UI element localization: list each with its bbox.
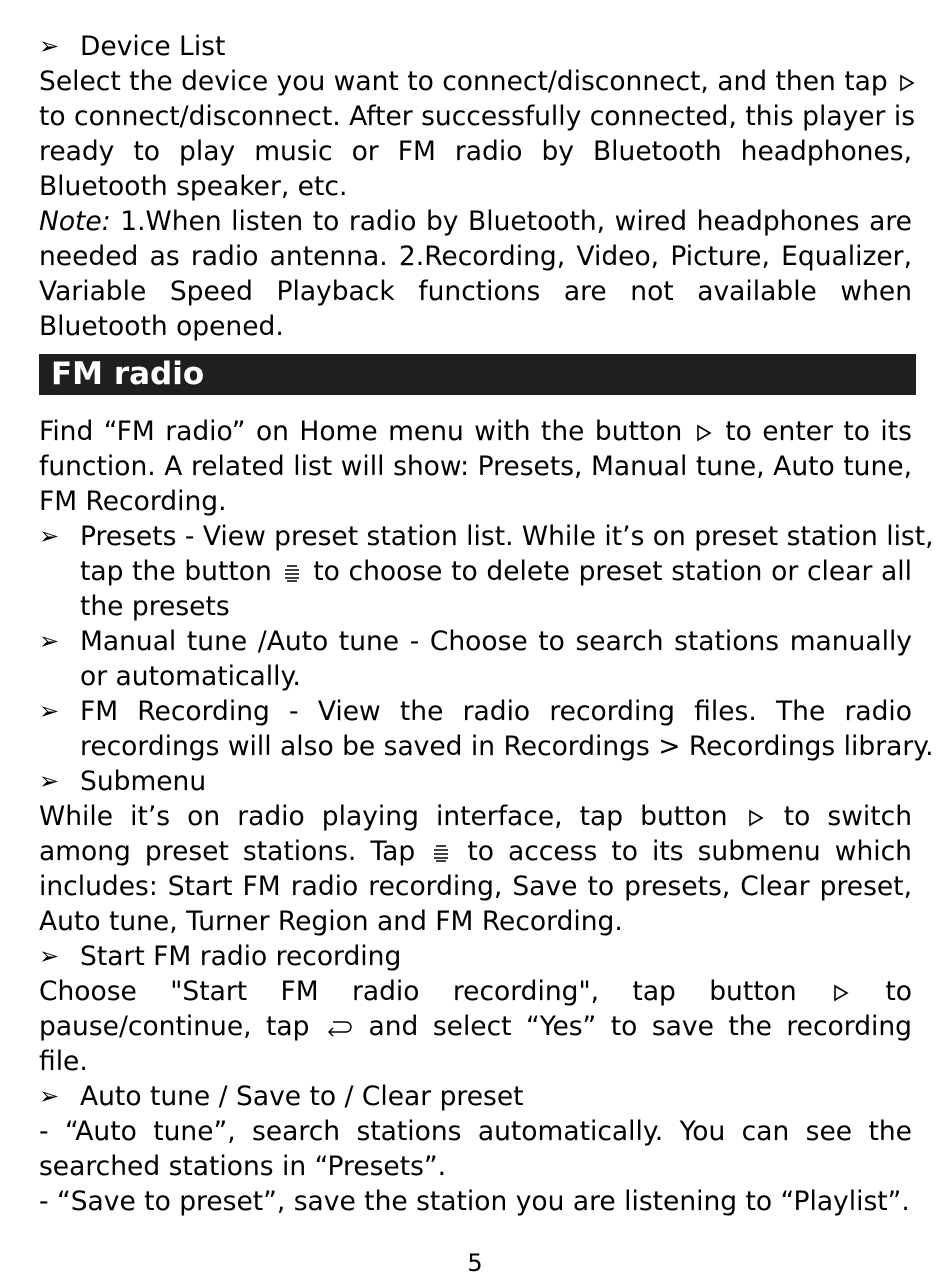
device-list-line-3: ready to play music or FM radio by Bluetooth headphones,: [39, 136, 912, 167]
device-list-line-1: Select the device you want to connect/disconnect, and then tap: [39, 64, 912, 99]
arrow-bullet-icon: ➢: [39, 522, 60, 550]
manual-tune-label: Manual tune /Auto tune -: [80, 626, 420, 657]
intro-line-2: function. A related list will show: Presets, Manual tune, Auto tune,: [39, 451, 912, 482]
submenu-line-1: While it’s on radio playing interface, tap button to switch: [39, 801, 912, 832]
start-recording-line-3: file.: [39, 1046, 88, 1077]
fm-recording-label: FM Recording -: [80, 696, 299, 727]
device-list-line-4: Bluetooth speaker, etc.: [39, 171, 348, 202]
auto-tune-line-3: - “Save to preset”, save the station you are listening to “Playlist”.: [39, 1186, 910, 1217]
auto-tune-line-2: searched stations in “Presets”.: [39, 1151, 447, 1182]
arrow-bullet-icon: ➢: [39, 32, 60, 60]
start-recording-line-1: Choose "Start FM radio recording", tap button to: [39, 976, 912, 1007]
note-line-4: Bluetooth opened.: [39, 311, 284, 342]
arrow-bullet-icon: ➢: [39, 942, 60, 970]
play-triangle-icon: [693, 423, 715, 443]
start-recording-line-2: pause/continue, tap and select “Yes” to save the recording: [39, 1011, 912, 1042]
note-line-3: Variable Speed Playback functions are not available when: [39, 276, 912, 307]
section-heading-fm-radio: FM radio: [39, 354, 916, 395]
auto-tune-label: Auto tune / Save to / Clear preset: [80, 1081, 524, 1112]
presets-line-2: tap the button to choose to delete preset station or clear all: [80, 556, 913, 587]
play-triangle-icon: [830, 983, 852, 1003]
arrow-bullet-icon: ➢: [39, 1082, 60, 1110]
arrow-bullet-icon: ➢: [39, 627, 60, 655]
submenu-line-3: includes: Start FM radio recording, Save to presets, Clear preset,: [39, 871, 912, 902]
play-triangle-icon: [745, 808, 767, 828]
intro-line-1: Find “FM radio” on Home menu with the button to enter to its: [39, 416, 912, 447]
device-list-line-2: to connect/disconnect. After successfully connected, this player is: [39, 101, 916, 132]
fm-recording-line-1: FM Recording - View the radio recording files. The radio: [80, 696, 912, 727]
play-triangle-icon: [896, 73, 918, 93]
note-line-2: needed as radio antenna. 2.Recording, Video, Picture, Equalizer,: [39, 241, 912, 272]
page-number: 5: [467, 1249, 483, 1277]
arrow-bullet-icon: ➢: [39, 697, 60, 725]
return-arrow-icon: [324, 1017, 354, 1039]
submenu-line-4: Auto tune, Turner Region and FM Recording.: [39, 906, 623, 937]
device-list-title: Device List: [80, 31, 226, 62]
manual-tune-line-1: Manual tune /Auto tune - Choose to search stations manually: [80, 626, 912, 657]
note-line-1: Note: 1.When listen to radio by Bluetooth, wired headphones are: [39, 206, 912, 237]
manual-tune-line-2: or automatically.: [80, 661, 301, 692]
presets-line-1: Presets - View preset station list. While it’s on preset station list,: [80, 521, 934, 552]
intro-line-3: FM Recording.: [39, 486, 227, 517]
presets-label: Presets -: [80, 521, 195, 552]
start-recording-label: Start FM radio recording: [80, 941, 402, 972]
note-label: Note:: [39, 206, 111, 237]
auto-tune-line-1: - “Auto tune”, search stations automatically. You can see the: [39, 1116, 912, 1147]
menu-lines-icon: [429, 842, 453, 864]
menu-lines-icon: [280, 562, 304, 584]
fm-recording-line-2: recordings will also be saved in Recordings > Recordings library.: [80, 731, 934, 762]
submenu-line-2: among preset stations. Tap to access to its submenu which: [39, 836, 912, 867]
submenu-label: Submenu: [80, 766, 207, 797]
presets-line-3: the presets: [80, 591, 230, 622]
arrow-bullet-icon: ➢: [39, 767, 60, 795]
